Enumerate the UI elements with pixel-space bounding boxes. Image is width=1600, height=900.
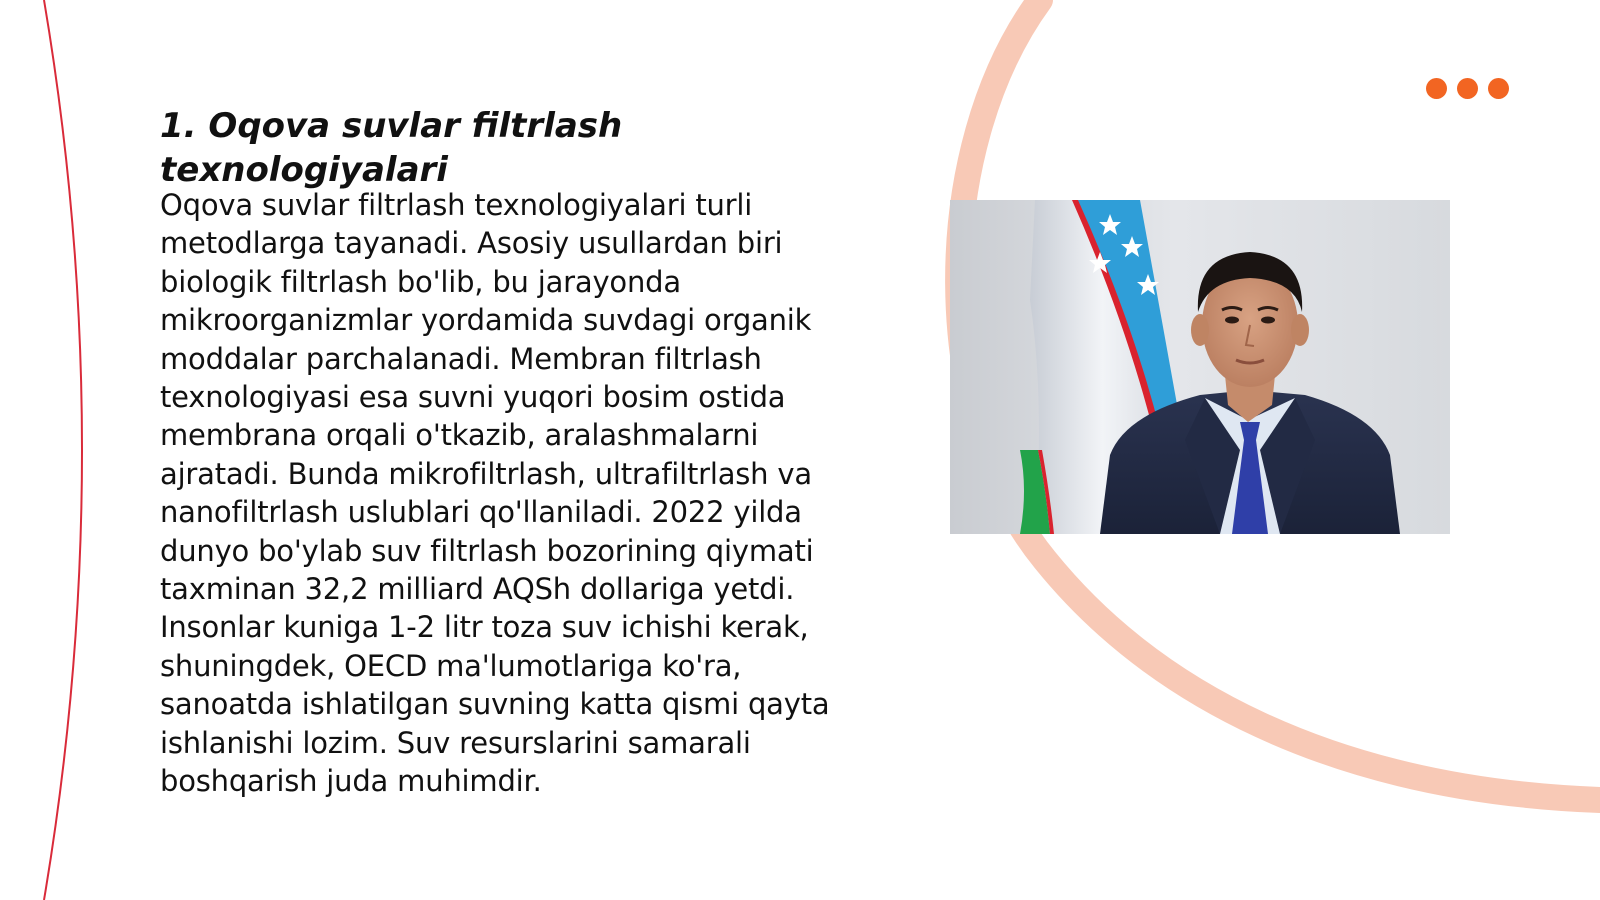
dot-icon (1457, 78, 1478, 99)
left-curve-line (44, 0, 82, 900)
dots-ornament (1426, 78, 1510, 100)
portrait-photo-icon (950, 200, 1450, 534)
slide-body-text: Oqova suvlar filtrlash texnologiyalari turli metodlarga tayanadi. Asosiy usullardan biri biologik filtrlash bo'lib, bu jarayonda mikroorganizmlar yordamida suvdagi organik moddalar parchalanadi. Membran filtrlash texnologiyasi esa suvni yuqori bosim ostida membrana orqali o'tkazib, aralashmalarni ajratadi. Bunda mikrofiltrlash, ultrafiltrlash va nanofiltrlash uslublari qo'llaniladi. 2022 yilda dunyo bo'ylab suv filtrlash bozorining qiymati taxminan 32,2 milliard AQSh dollariga yetdi. Insonlar kuniga 1-2 litr toza suv ichishi kerak, shuningdek, OECD ma'lumotlariga ko'ra, sanoatda ishlatilgan suvning katta qismi qayta ishlanishi lozim. Suv resurslarini samarali boshqarish juda muhimdir. (160, 188, 830, 799)
dot-icon (1488, 78, 1509, 99)
portrait-photo (950, 200, 1450, 534)
slide-title: 1. Oqova suvlar filtrlash texnologiyalari (160, 106, 623, 190)
dot-icon (1426, 78, 1447, 99)
